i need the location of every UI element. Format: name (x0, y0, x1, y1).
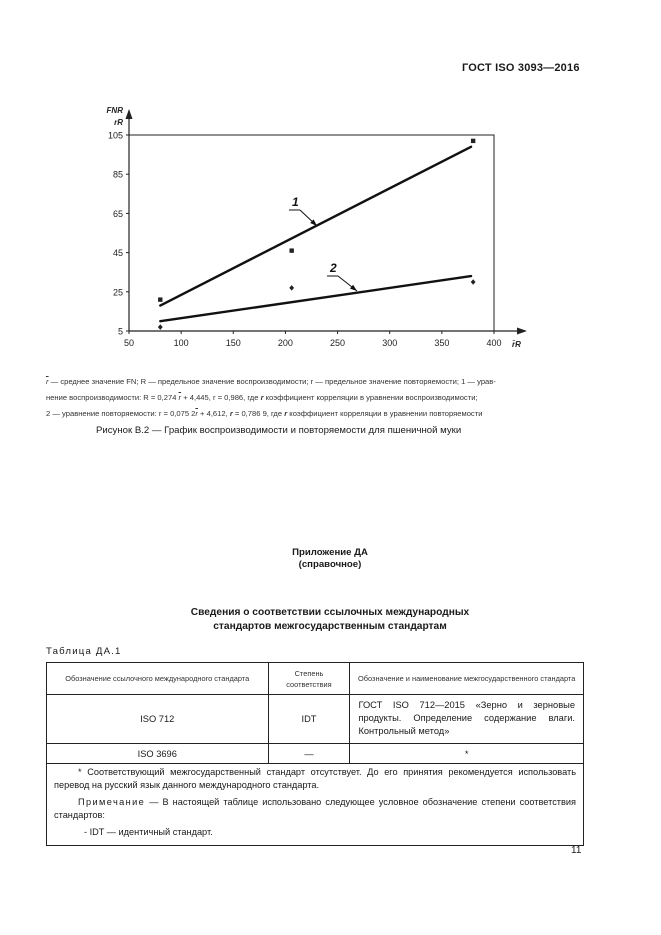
data-point-square (471, 139, 475, 143)
figure-caption: Рисунок В.2 — График воспроизводимости и повторяемости для пшеничной муки (96, 425, 462, 436)
x-tick-label: 50 (123, 338, 135, 348)
mean-symbol: $\overline{r}$ (46, 377, 49, 386)
x-tick-label: 250 (330, 338, 346, 348)
x-tick-label: 350 (434, 338, 450, 348)
note-item: - IDT — идентичный стандарт. (84, 827, 213, 837)
table-notes (47, 764, 584, 846)
line-label-2: 2 (330, 261, 337, 275)
data-point-diamond (471, 279, 476, 285)
table-row (47, 744, 584, 764)
section-title: Сведения о соответствии ссылочных международных стандартов межгосударственным стандартам (190, 607, 470, 632)
x-axis-label: r̄R (512, 340, 521, 349)
y-tick-label: 85 (112, 169, 123, 180)
legend-line-1: $\overline{r}$ — среднее значение FN; R — предельное значение воспроизводимости; r — предельное значение повторяемости; 1 — урав- (46, 377, 496, 386)
page-number: 11 (571, 845, 582, 856)
cell-national: ГОСТ ISO 712—2015 «Зерно и зерновые продукты. Определение содержание влаги. Контрольный метод» (350, 695, 584, 744)
y-tick-label: 105 (107, 130, 123, 141)
cell-national: * (350, 744, 584, 764)
table-footnote: * Соответствующий межгосударственный стандарт отсутствует. До его принятия рекомендуется использовать перевод на русский язык данного международного стандарта. (54, 767, 576, 790)
cell-degree: — (268, 744, 350, 764)
legend-line-2: нение воспроизводимости: R = 0,274 $\overline{r} + 4,445$, r = 0,986, где r коэффициент корреляции в уравнении воспроизводимости; (46, 393, 478, 402)
header-national-standard: Обозначение и наименование межгосударственного стандарта (350, 663, 584, 695)
table-notes-row (47, 764, 584, 846)
x-tick-label: 300 (382, 338, 398, 348)
cell-standard: ISO 3696 (47, 744, 269, 764)
x-tick-label: 100 (173, 338, 189, 348)
header-degree: Степень соответствия (268, 663, 350, 695)
y-axis-arrow (126, 109, 133, 119)
rr-symbol: r (284, 409, 288, 418)
y-tick-label: 65 (112, 208, 123, 219)
table-label: Таблица ДА.1 (46, 646, 122, 657)
y-tick-label: 25 (112, 287, 123, 298)
cell-degree: IDT (268, 695, 350, 744)
line-label-1: 1 (292, 195, 299, 209)
data-point-square (158, 297, 162, 301)
y-axis-label-top: FNR (106, 106, 123, 115)
data-point-diamond (289, 285, 294, 291)
note-label: Примечание (78, 797, 146, 807)
x-axis-arrow (517, 328, 527, 335)
standard-header: ГОСТ ISO 3093—2016 (462, 62, 580, 74)
y-tick-label: 5 (117, 326, 123, 337)
rR-symbol: r (260, 393, 264, 402)
table-note: Примечание — В настоящей таблице использовано следующее условное обозначение степени соответствия стандартов: (54, 797, 576, 820)
x-tick-label: 150 (225, 338, 241, 348)
chart (0, 0, 661, 360)
y-tick-label: 45 (112, 248, 123, 259)
annex-title: Приложение ДА (292, 547, 368, 558)
standards-table (46, 662, 584, 846)
annex-subtitle: (справочное) (298, 559, 362, 570)
legend-line-3: 2 — уравнение повторяемости: r = 0,075 $2\overline{r} + 4,612$, r = 0,786 9, где r коэффициент корреляции в уравнении повторяемости (46, 409, 483, 418)
plot-frame (129, 135, 494, 331)
data-point-diamond (158, 324, 163, 330)
table-row (47, 695, 584, 744)
cell-standard: ISO 712 (47, 695, 269, 744)
data-point-square (289, 248, 293, 252)
figure-legend (46, 374, 586, 422)
table-header-row (47, 663, 584, 695)
x-tick-label: 200 (277, 338, 293, 348)
header-intl-standard: Обозначение ссылочного международного стандарта (47, 663, 269, 695)
y-axis-label-bottom: rR (114, 118, 123, 127)
x-tick-label: 400 (486, 338, 502, 348)
